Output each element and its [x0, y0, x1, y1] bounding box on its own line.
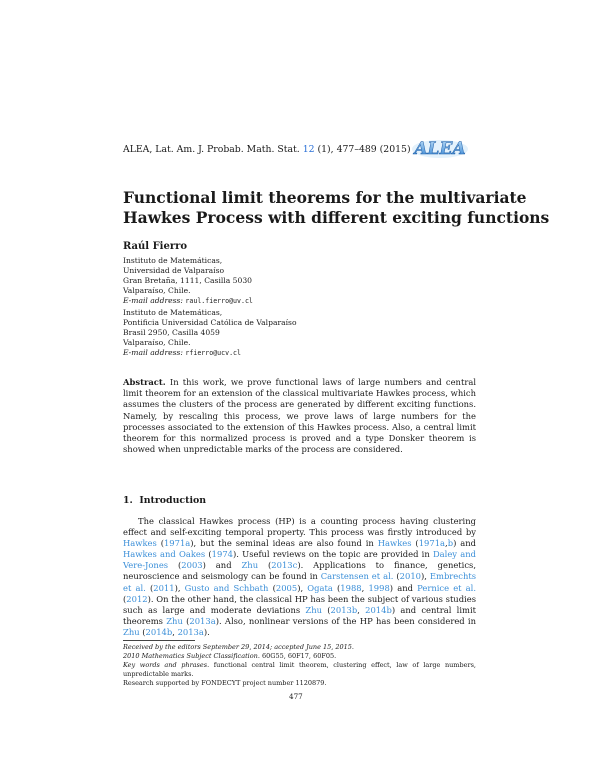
body-text: (: [322, 604, 331, 615]
citation-link[interactable]: Carstensen et al.: [320, 571, 394, 582]
alea-logo: [411, 136, 469, 160]
page-number: 477: [289, 692, 303, 701]
body-text: ,: [172, 626, 178, 637]
address-line: Instituto de Matemáticas,: [123, 256, 223, 265]
citation-link[interactable]: Pernice et al.: [417, 582, 477, 593]
body-text: (: [268, 582, 276, 593]
citation-link[interactable]: Hawkes and Oakes: [123, 549, 206, 560]
msc-label: 2010 Mathematics Subject Classification.: [123, 651, 260, 660]
footnote-rule: [123, 640, 195, 641]
keywords-value: functional central limit theorem, clustering effect, law of large numbers, unpredictable marks.: [123, 660, 476, 678]
citation-link[interactable]: 2013a: [189, 615, 216, 626]
volume-link[interactable]: 12: [302, 143, 315, 155]
body-text: (: [156, 538, 164, 549]
citation-link[interactable]: 1998: [368, 582, 390, 593]
citation-link[interactable]: 2010: [399, 571, 421, 582]
body-text: (: [168, 560, 182, 571]
address-line: Instituto de Matemáticas,: [123, 308, 223, 317]
citation-link[interactable]: 2013c: [271, 560, 298, 571]
section-number: 1.: [123, 495, 133, 506]
body-text: (: [411, 538, 419, 549]
citation-link[interactable]: Zhu: [123, 626, 140, 637]
address-line: Valparaíso, Chile.: [123, 337, 191, 347]
title-line-2: Hawkes Process with different exciting functions: [123, 208, 550, 227]
body-text: ,: [361, 582, 369, 593]
citation-link[interactable]: b: [447, 538, 454, 549]
email-label: E-mail address:: [123, 347, 183, 357]
body-text: (: [258, 560, 272, 571]
body-text: (: [205, 549, 212, 560]
body-text: ) and: [202, 560, 242, 571]
body-text: ). Applications to finance, genetics, neuroscience and seismology can be found in: [123, 560, 476, 582]
body-text: (: [123, 593, 127, 604]
citation-link[interactable]: 1988: [340, 582, 362, 593]
introduction-paragraph: [123, 516, 476, 638]
citation-link[interactable]: 1974: [211, 549, 233, 560]
body-text: ,: [445, 538, 448, 549]
citation-link[interactable]: 2013b: [330, 604, 358, 615]
citation-link[interactable]: Daley and Vere-Jones: [123, 549, 476, 571]
address-line: Gran Bretaña, 1111, Casilla 5030: [123, 275, 252, 285]
email-address[interactable]: rfierro@ucv.cl: [185, 348, 241, 357]
body-text: ) and: [389, 582, 418, 593]
footnotes: [123, 643, 476, 688]
msc-value: 60G55, 60F17, 60F05.: [262, 651, 337, 660]
author-name: Raúl Fierro: [123, 241, 188, 252]
citation-link[interactable]: Embrechts et al.: [123, 571, 477, 593]
logo-text: ALEA: [414, 139, 466, 159]
body-text: (: [139, 626, 146, 637]
body-text: ). Useful reviews on the topic are provided in: [232, 549, 433, 560]
body-text: ), but the seminal ideas are also found in: [190, 538, 378, 549]
paper-title: [123, 188, 550, 228]
citation-link[interactable]: 2012: [126, 593, 148, 604]
footnote-msc: [123, 652, 476, 661]
body-text: ) and: [453, 538, 476, 549]
citation-link[interactable]: 2014b: [365, 604, 392, 615]
address-line: Pontificia Universidad Católica de Valparaíso: [123, 317, 297, 327]
affiliation-2: [123, 308, 297, 359]
citation-link[interactable]: 2005: [275, 582, 298, 593]
citation-link[interactable]: Hawkes: [377, 538, 412, 549]
abstract: [123, 377, 476, 455]
body-text: ,: [357, 604, 366, 615]
citation-link[interactable]: 2003: [181, 560, 203, 571]
email-address[interactable]: raul.fierro@uv.cl: [185, 296, 253, 305]
citation-link[interactable]: Zhu: [305, 604, 323, 615]
section-heading: [123, 495, 206, 506]
citation-link[interactable]: 2013a: [177, 626, 204, 637]
citation-link[interactable]: Ogata: [307, 582, 333, 593]
body-text: ),: [174, 582, 185, 593]
body-text: ),: [420, 571, 430, 582]
title-line-1: Functional limit theorems for the multivariate: [123, 188, 527, 207]
email-label: E-mail address:: [123, 295, 183, 305]
section-title: Introduction: [139, 495, 207, 506]
abstract-heading: Abstract.: [123, 377, 166, 387]
body-text: ) and central limit theorems: [123, 604, 477, 626]
citation-link[interactable]: 1971a: [418, 538, 446, 549]
citation-link[interactable]: 2014b: [145, 626, 173, 637]
body-text: (: [145, 582, 154, 593]
email-line: [123, 348, 297, 359]
citation-link[interactable]: Hawkes: [123, 538, 157, 549]
footnote-funding: Research supported by FONDECYT project number 1120879.: [123, 678, 327, 687]
affiliation-1: [123, 256, 253, 307]
citation-link[interactable]: 2011: [153, 582, 175, 593]
body-text: The classical Hawkes process (HP) is a counting process having clustering effect and self-exciting temporal property. This process was firstly introduced by: [123, 516, 476, 538]
address-line: Universidad de Valparaíso: [123, 265, 225, 275]
abstract-text: In this work, we prove functional laws of large numbers and central limit theorem for an extension of the classical multivariate Hawkes process, which assumes the clusters of the process are generated by different exciting functions. Namely, by rescaling this process, we prove laws of large numbers for the processes associated to the extension of this Hawkes process. Also, a central limit theorem for this normalized process is proved and a type Donsker theorem is showed when unpredictable marks of the process are considered.: [123, 377, 476, 455]
body-text: ). Also, nonlinear versions of the HP has been considered in: [215, 615, 476, 626]
citation-suffix: (1), 477–489 (2015): [317, 143, 411, 155]
citation-link[interactable]: Gusto and Schbath: [184, 582, 269, 593]
keywords-label: Key words and phrases.: [123, 660, 210, 669]
body-text: (: [182, 615, 190, 626]
address-line: Brasil 2950, Casilla 4059: [123, 327, 220, 337]
citation-link[interactable]: Zhu: [166, 615, 183, 626]
body-text: ). On the other hand, the classical HP has been the subject of various studies such as large and moderate deviations: [123, 593, 476, 615]
citation-link[interactable]: 1971a: [163, 538, 191, 549]
email-line: [123, 296, 253, 307]
footnote-received: Received by the editors September 29, 2014; accepted June 15, 2015.: [123, 643, 355, 651]
body-text: ).: [203, 626, 210, 637]
body-text: (: [332, 582, 341, 593]
footnote-keywords: [123, 661, 476, 679]
body-text: ),: [297, 582, 308, 593]
address-line: Valparaíso, Chile.: [123, 285, 191, 295]
citation-link[interactable]: Zhu: [241, 560, 259, 571]
body-text: (: [393, 571, 400, 582]
citation-prefix: ALEA, Lat. Am. J. Probab. Math. Stat.: [123, 143, 300, 155]
